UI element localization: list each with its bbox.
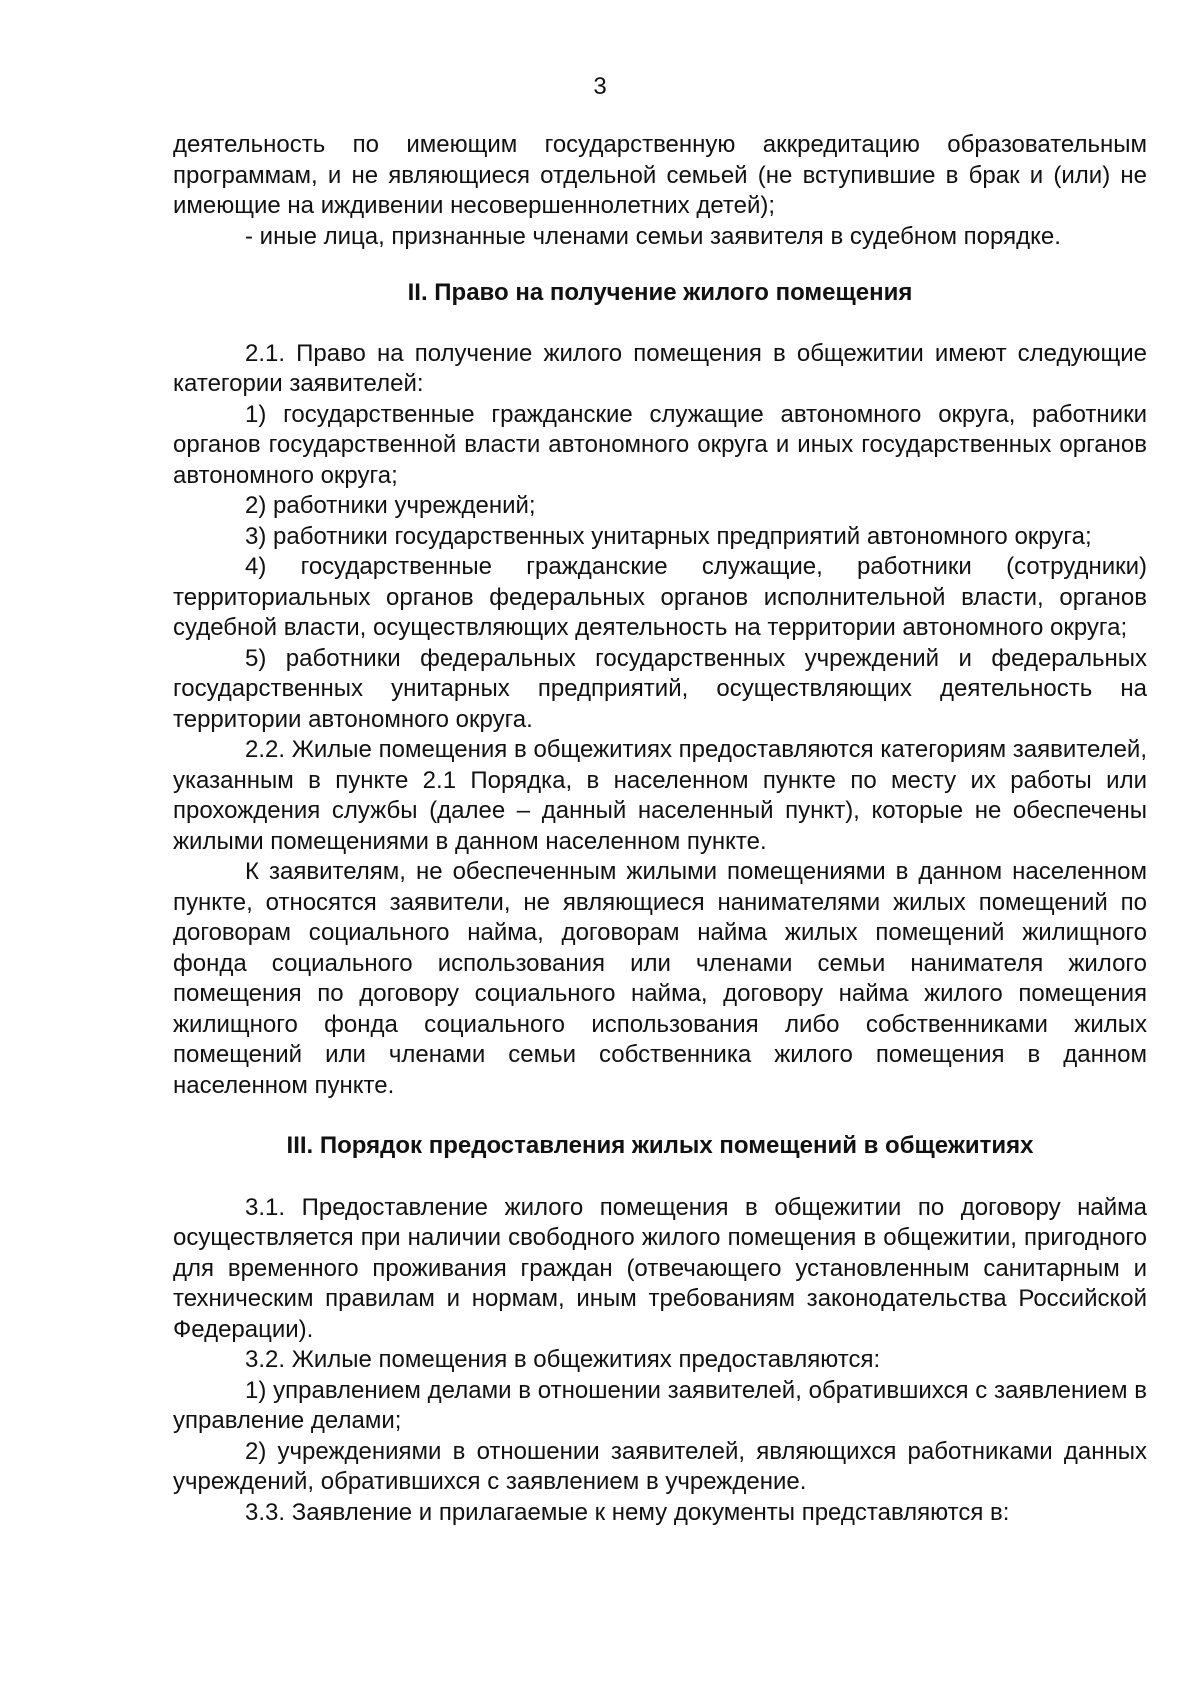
clause-2-1: 2.1. Право на получение жилого помещения в общежитии имеют следующие категории заявителей: — [173, 339, 1147, 397]
page-number: 3 — [593, 73, 607, 100]
clause-3-1: 3.1. Предоставление жилого помещения в общежитии по договору найма осуществляется при наличии свободного жилого помещения в общежитии, пригодного для временного проживания граждан (отвечающего установленным санитарным и техническим правилам и нормам, иным требованиям законодательства Российской Федерации). — [173, 1193, 1147, 1343]
clause-2-1-item-3: 3) работники государственных унитарных предприятий автономного округа; — [245, 522, 1092, 550]
clause-3-2-item-2: 2) учреждениями в отношении заявителей, являющихся работниками данных учреждений, обратившихся с заявлением в учреждение. — [173, 1437, 1147, 1495]
clause-2-1-item-1: 1) государственные гражданские служащие автономного округа, работники органов государственной власти автономного округа и иных государственных органов автономного округа; — [173, 400, 1147, 489]
clause-3-2-item-1: 1) управлением делами в отношении заявителей, обратившихся с заявлением в управление делами; — [173, 1376, 1147, 1434]
intro-list-item: - иные лица, признанные членами семьи заявителя в судебном порядке. — [245, 222, 1061, 250]
clause-2-1-item-4: 4) государственные гражданские служащие, работники (сотрудники) территориальных органов федеральных органов исполнительной власти, органов судебной власти, осуществляющих деятельность на территории автономного округа; — [173, 553, 1147, 641]
section-3-title: III. Порядок предоставления жилых помещений в общежитиях — [286, 1132, 1034, 1159]
intro-paragraph: деятельность по имеющим государственную аккредитацию образовательным программам, и не являющиеся отдельной семьей (не вступившие в брак и (или) не имеющие на иждивении несовершеннолетних детей); — [173, 131, 1147, 219]
clause-3-3: 3.3. Заявление и прилагаемые к нему документы представляются в: — [245, 1498, 1010, 1526]
document-body — [173, 130, 1147, 1528]
clause-2-1-item-2: 2) работники учреждений; — [245, 492, 536, 519]
clause-3-2: 3.2. Жилые помещения в общежитиях предоставляются: — [245, 1346, 881, 1373]
clause-2-1-item-5: 5) работники федеральных государственных учреждений и федеральных государственных унитарных предприятий, осуществляющих деятельность на территории автономного округа. — [173, 644, 1147, 733]
section-2-title: II. Право на получение жилого помещения — [407, 279, 913, 306]
clause-2-2-continued: К заявителям, не обеспеченным жилыми помещениями в данном населенном пункте, относятся заявители, не являющиеся нанимателями жилых помещений по договорам социального найма, договорам найма жилых помещений жилищного фонда социального использования или членами семьи нанимателя жилого помещения по договору социального найма, договору найма жилого помещения жилищного фонда социального использования либо собственниками жилых помещений или членами семьи собственника жилого помещения в данном населенном пункте. — [173, 858, 1147, 1099]
clause-2-2: 2.2. Жилые помещения в общежитиях предоставляются категориям заявителей, указанным в пункте 2.1 Порядка, в населенном пункте по месту их работы или прохождения службы (далее – данный населенный пункт), которые не обеспечены жилыми помещениями в данном населенном пункте. — [173, 736, 1147, 855]
